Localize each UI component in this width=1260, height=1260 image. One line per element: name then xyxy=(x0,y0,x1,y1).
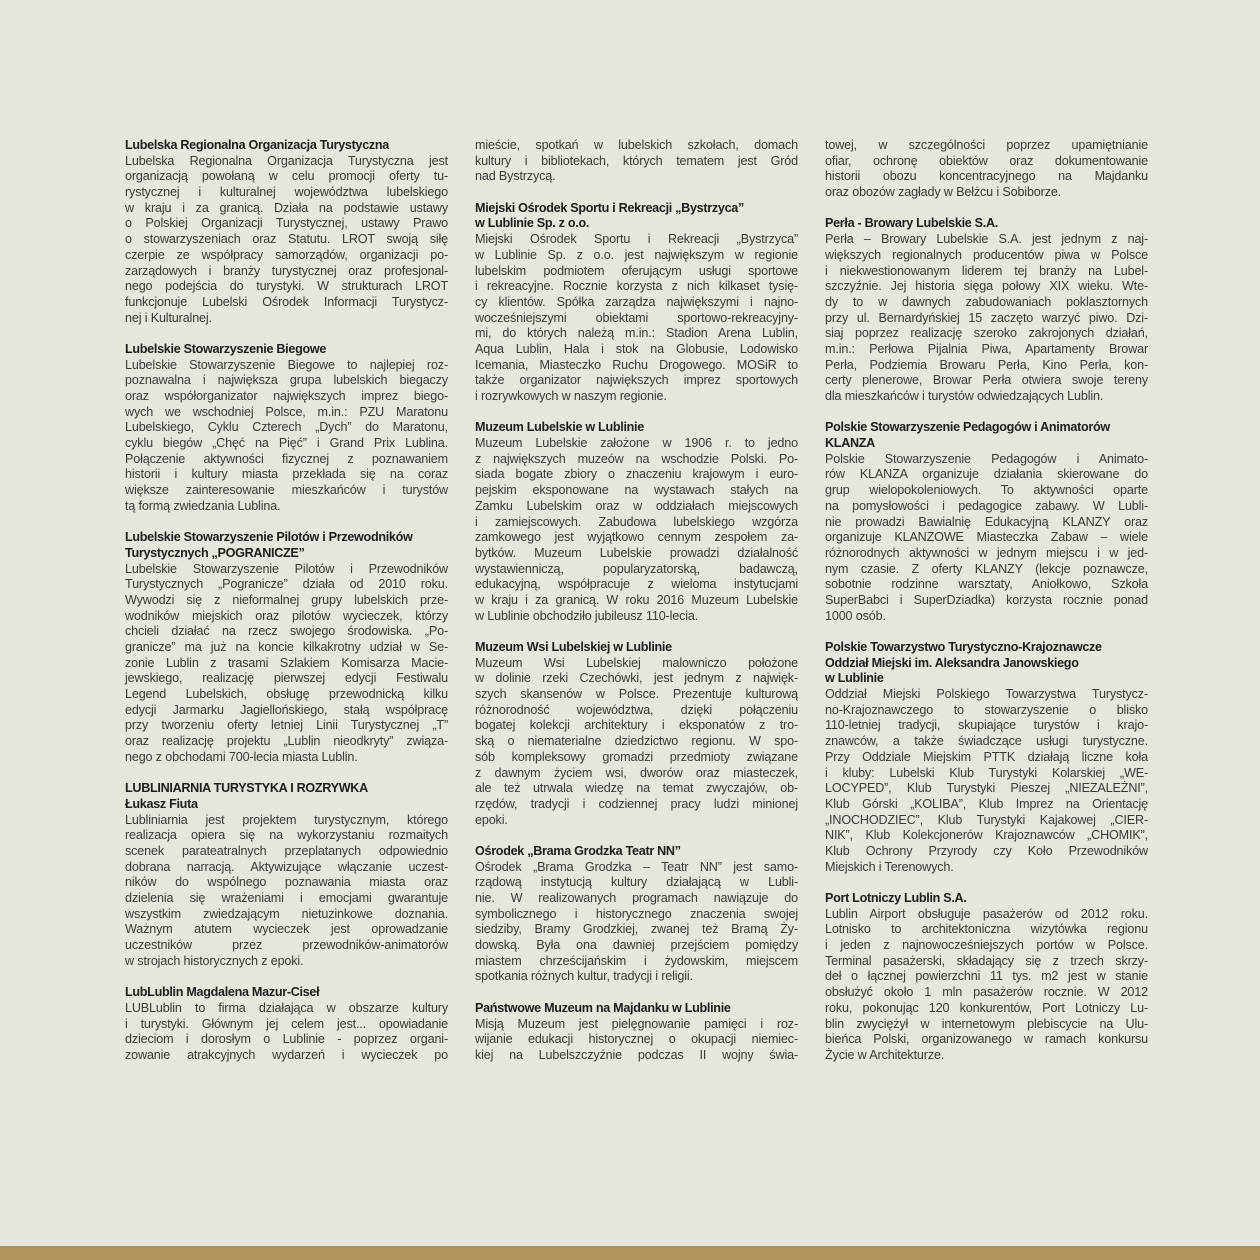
article-section xyxy=(125,342,448,515)
body-text-line: Klub Ochrony Przyrody czy Koło Przewodników xyxy=(825,843,1148,858)
body-text-line: mieście, spotkań w lubelskich szkołach, domach xyxy=(475,138,798,152)
body-text-line: o Polskiej Organizacji Turystycznej, ustawy Prawo xyxy=(125,216,448,231)
text-column-1 xyxy=(125,138,448,1079)
body-text-line: i zamiejscowych. Zabudowa lubelskiego wzgórza xyxy=(475,514,798,529)
body-text-line: dzieciom i dorosłym o Lublinie - poprzez organi- xyxy=(125,1032,448,1047)
body-text-line: Lubelskiego, Cyklu Czterech „Dych” do Maratonu, xyxy=(125,420,448,435)
article-section xyxy=(475,844,798,985)
body-text-line: Zamku Lubelskim oraz w oddziałach miejscowych xyxy=(475,498,798,513)
section-heading: Turystycznych „POGRANICZE” xyxy=(125,545,305,560)
body-text-line: oraz współorganizator największych imprez biego- xyxy=(125,389,448,403)
body-text-line: siedziby, Bramy Grodzkiej, zwanej też Bramą Ży- xyxy=(475,922,798,937)
body-text-line: zamkowego jest wyjątkowo cennym zespołem za- xyxy=(475,530,798,545)
body-text-line: w Lublinie obchodziło jubileusz 110-lecia. xyxy=(475,608,699,623)
body-text-line: Perła, Podziemia Browaru Perła, Kino Perła, kon- xyxy=(825,357,1148,372)
section-heading: Port Lotniczy Lublin S.A. xyxy=(825,891,967,905)
body-text-line: z dawnym życiem wsi, dworów oraz miasteczek, xyxy=(475,765,798,780)
body-text-line: nego podejścia do turystyki. W strukturach LROT xyxy=(125,279,448,294)
body-text-line: uczestników przez przewodników-animatorów xyxy=(125,938,448,953)
body-text-line: NIK”, Klub Kolekcjonerów Krajoznawców „CHOMIK”, xyxy=(825,828,1148,843)
article-section xyxy=(475,1001,798,1064)
body-text-line: funkcjonuje Lubelski Ośrodek Informacji Turystycz- xyxy=(125,294,448,309)
body-text-line: większych regionalnych producentów piwa w Polsce xyxy=(825,247,1148,262)
section-heading: Łukasz Fiuta xyxy=(125,796,198,811)
section-heading: Miejski Ośrodek Sportu i Rekreacji „Bystrzyca” xyxy=(475,200,744,215)
body-text-line: cyklu biegów „Chęć na Pięć” i Grand Prix Lublina. xyxy=(125,436,448,451)
body-text-line: „INOCHODZIEC”, Klub Turystyki Kajakowej „CIER- xyxy=(825,812,1148,827)
section-heading: Polskie Stowarzyszenie Pedagogów i Animatorów xyxy=(825,420,1110,435)
body-text-line: Legend Lubelskich, obsługę przewodnicką kilku xyxy=(125,687,448,702)
body-text-line: Połączenie aktywności fizycznej z poznawaniem xyxy=(125,451,448,466)
body-text-line: Perła – Browary Lubelskie S.A. jest jednym z naj- xyxy=(825,232,1148,247)
body-text-line: ską o niematerialne dziedzictwo regionu. W spo- xyxy=(475,734,798,749)
text-column-2 xyxy=(475,138,798,1079)
body-text-line: znawców, a także świadczące usługi turystyczne. xyxy=(825,734,1148,749)
body-text-line: Życie w Architekturze. xyxy=(825,1047,945,1062)
body-text-line: LUBLublin to firma działająca w obszarze kultury xyxy=(125,1000,448,1015)
body-text-line: Oddział Miejski Polskiego Towarzystwa Turystycz- xyxy=(825,687,1148,702)
body-text-line: w kraju i za granicą. W roku 2016 Muzeum Lubelskie xyxy=(475,592,798,607)
body-text-line: grup wielopokoleniowych. To aktywności oparte xyxy=(825,483,1148,498)
body-text-line: lubelskim podmiotem oferującym usługi sportowe xyxy=(475,263,798,278)
article-section xyxy=(475,201,798,405)
body-text-line: Ośrodek „Brama Grodzka – Teatr NN” jest samo- xyxy=(475,859,798,874)
article-section xyxy=(475,420,798,624)
body-text-line: organizuje KLANZOWE Miasteczka Zabaw – wiele xyxy=(825,530,1148,545)
body-text-line: Muzeum Lubelskie założone w 1906 r. to jedno xyxy=(475,436,798,451)
section-heading: KLANZA xyxy=(825,436,875,451)
body-text-line: pejskim eksponowane na wystawach stałych na xyxy=(475,483,798,498)
body-text-line: i jeden z najnowocześniejszych portów w Polsce. xyxy=(825,938,1148,953)
body-text-line: nie prowadzi Bawialnię Edukacyjną KLANZY oraz xyxy=(825,514,1148,529)
article-section xyxy=(825,891,1148,1064)
body-text-line: SuperBabci i SuperDziadka) korzysta rocznie ponad xyxy=(825,592,1148,607)
body-text-line: bogatej kolekcji architektury i eksponatów z tro- xyxy=(475,718,798,733)
body-text-line: towej, w szczególności poprzez upamiętnianie xyxy=(825,138,1148,152)
body-text-line: m.in.: Perłowa Pijalnia Piwa, Apartamenty Browar xyxy=(825,341,1148,356)
article-section xyxy=(825,640,1148,875)
article-section xyxy=(125,781,448,969)
body-text-line: wych we wschodniej Polsce, m.in.: PZU Maratonu xyxy=(125,404,448,419)
body-text-line: rzędów, tradycji i codziennej pracy ludzi minionej xyxy=(475,796,798,811)
body-text-line: szczyźnie. Jej historia sięga połowy XIX wieku. Wte- xyxy=(825,279,1148,294)
body-text-line: także organizator największych imprez sportowych xyxy=(475,373,798,388)
section-heading: Lubelskie Stowarzyszenie Biegowe xyxy=(125,341,327,356)
body-text-line: obsłużyć około 1 mln pasażerów rocznie. W 2012 xyxy=(825,985,1148,1000)
body-text-line: poznawalna i największa grupa lubelskich biegaczy xyxy=(125,373,448,388)
body-text-line: historii obozu koncentracyjnego na Majdanku xyxy=(825,169,1148,184)
article-section xyxy=(825,216,1148,404)
section-heading: w Lublinie Sp. z o.o. xyxy=(475,216,590,231)
body-text-line: z największych muzeów na wschodzie Polski. Po- xyxy=(475,451,798,466)
body-text-line: dy to w dawnych zabudowaniach poklasztornych xyxy=(825,294,1148,309)
body-text-line: ale też utrwala wiedzę na temat zwyczajów, ob- xyxy=(475,781,798,796)
body-text-line: i turystyki. Głównym jej celem jest... opowiadanie xyxy=(125,1016,448,1031)
body-text-line: i kluby: Lubelski Klub Turystyki Kolarskiej „WE- xyxy=(825,765,1148,780)
body-text-line: nego z obchodami 700-lecia miasta Lublin. xyxy=(125,749,358,764)
section-heading: Oddział Miejski im. Aleksandra Janowskiego xyxy=(825,655,1079,670)
body-text-line: Ważnym atutem wycieczek jest oprowadzanie xyxy=(125,922,448,937)
section-heading: Ośrodek „Brama Grodzka Teatr NN” xyxy=(475,843,681,858)
body-text-line: szych skansenów w Polsce. Prezentuje kulturową xyxy=(475,687,798,702)
body-text-line: granicze” ma już na koncie kilkakrotny udział w Se- xyxy=(125,640,448,654)
body-text-line: w Lublinie Sp. z o.o. jest największym w regionie xyxy=(475,247,798,262)
body-text-line: i rekreacyjne. Rocznie korzysta z nich kilkaset tysię- xyxy=(475,279,798,294)
body-text-line: historii i kultury miasta przekłada się na coraz xyxy=(125,467,448,482)
article-section xyxy=(825,138,1148,201)
section-heading: LubLublin Magdalena Mazur-Ciseł xyxy=(125,985,320,1000)
body-text-line: oraz realizację projektu „Lublin nieodkryty” związa- xyxy=(125,734,448,749)
body-text-line: Terminal pasażerski, składający się z trzech skrzy- xyxy=(825,953,1148,968)
body-text-line: zarządowych i branży turystycznej oraz profesjonal- xyxy=(125,263,448,278)
body-text-line: 110-letniej tradycji, skupiające turystów i krajo- xyxy=(825,718,1148,733)
body-text-line: wijanie edukacji historycznej o okupacji niemiec- xyxy=(475,1032,798,1047)
body-text-line: w dolinie rzeki Czechówki, jest jednym z najwięk- xyxy=(475,671,798,686)
body-text-line: Lublin Airport obsługuje pasażerów od 2012 roku. xyxy=(825,906,1148,921)
body-text-line: Lubelska Regionalna Organizacja Turystyczna jest xyxy=(125,153,448,168)
body-text-line: różnorodnych aktywności w jednym miejscu i w jed- xyxy=(825,545,1148,560)
body-text-line: ników do wspólnego poznawania miasta oraz xyxy=(125,875,448,890)
body-text-line: realizacja opiera się na wykorzystaniu rozmaitych xyxy=(125,828,448,843)
body-text-line: kultury i bibliotekach, których tematem jest Gród xyxy=(475,153,798,168)
body-text-line: różnorodność województwa, dzięki połączeniu xyxy=(475,702,798,717)
section-heading: Muzeum Wsi Lubelskiej w Lublinie xyxy=(475,640,672,654)
body-text-line: kiej na Lubelszczyźnie podczas II wojny świa- xyxy=(475,1047,798,1062)
body-text-line: oraz obozów zagłady w Bełżcu i Sobiborze. xyxy=(825,185,1062,200)
body-text-line: spotkania różnych kultur, tradycji i religii. xyxy=(475,969,693,984)
body-text-line: wszystkim zwiedzającym nietuzinkowe doznania. xyxy=(125,906,448,921)
body-text-line: Klub Górski „KOLIBA”, Klub Imprez na Orientację xyxy=(825,796,1148,811)
body-text-line: dla mieszkańców i turystów odwiedzających Lublin. xyxy=(825,389,1104,403)
body-text-line: bytków. Muzeum Lubelskie prowadzi działalność xyxy=(475,545,798,560)
body-text-line: wystawienniczą, popularyzatorską, badawczą, xyxy=(475,561,798,576)
body-text-line: w kraju i za granicą. Działa na podstawie ustawy xyxy=(125,200,448,215)
body-text-line: edukacyjną, współpracuje z wieloma instytucjami xyxy=(475,577,798,592)
body-text-line: o stowarzyszeniach oraz Statutu. LROT swoją siłę xyxy=(125,232,448,247)
body-text-line: certy plenerowe, Browar Perła otwiera swoje tereny xyxy=(825,373,1148,388)
body-text-line: rów KLANZA organizuje działania skierowane do xyxy=(825,467,1148,482)
body-text-line: jewskiego, realizację pierwszej edycji Festiwalu xyxy=(125,671,448,686)
body-text-line: przy tworzeniu oferty letniej Linii Turystycznej „T” xyxy=(125,718,448,733)
article-section xyxy=(475,138,798,185)
section-heading: Muzeum Lubelskie w Lublinie xyxy=(475,420,644,435)
body-text-line: Icemania, Miasteczko Ruchu Drogowego. MOSiR to xyxy=(475,357,798,372)
body-text-line: rządową instytucją kultury działającą w Lubli- xyxy=(475,875,798,890)
body-text-line: Misją Muzeum jest pielęgnowanie pamięci i roz- xyxy=(475,1016,798,1031)
body-text-line: nad Bystrzycą. xyxy=(475,169,556,184)
body-text-line: epoki. xyxy=(475,812,508,827)
body-text-line: w strojach historycznych z epoki. xyxy=(125,953,304,968)
body-text-line: deł o łącznej powierzchni 11 tys. m2 jest w stanie xyxy=(825,969,1148,984)
body-text-line: Lotnisko to architektoniczna wizytówka regionu xyxy=(825,922,1148,937)
body-text-line: tą formą zwiedzania Lublina. xyxy=(125,498,281,513)
body-text-line: Wywodzi się z nieformalnej grupy lubelskich prze- xyxy=(125,592,448,607)
body-text-line: sób kompleksowy gromadzi przedmioty związane xyxy=(475,749,798,764)
body-text-line: na pomysłowości i pedagogice zabawy. W Lubli- xyxy=(825,498,1148,513)
body-text-line: no-Krajoznawczego to stowarzyszenie o blisko xyxy=(825,702,1148,717)
body-text-line: cy klientów. Spółka zarządza największymi i najno- xyxy=(475,294,798,309)
body-text-line: Miejskich i Terenowych. xyxy=(825,859,954,874)
article-section xyxy=(825,420,1148,624)
section-heading: Państwowe Muzeum na Majdanku w Lublinie xyxy=(475,1000,731,1015)
body-text-line: zonie Lublin z trasami Szlakiem Komisarza Macie- xyxy=(125,655,448,670)
body-text-line: chcieli działać na rzecz swojego środowiska. „Po- xyxy=(125,624,448,639)
body-text-line: Aqua Lublin, Hala i stok na Globusie, Lodowisko xyxy=(475,341,798,356)
body-text-line: Muzeum Wsi Lubelskiej malowniczo położone xyxy=(475,655,798,670)
body-text-line: organizacją powołaną w celu promocji oferty tu- xyxy=(125,169,448,184)
body-text-line: Lubelskie Stowarzyszenie Biegowe to najlepiej roz- xyxy=(125,357,448,372)
section-heading: LUBLINIARNIA TURYSTYKA I ROZRYWKA xyxy=(125,781,368,796)
body-text-line: Polskie Stowarzyszenie Pedagogów i Animato- xyxy=(825,451,1148,466)
body-text-line: nie. W realizowanych programach nawiązuje do xyxy=(475,891,798,905)
body-text-line: bieńca Polski, organizowanego w ramach konkursu xyxy=(825,1032,1148,1047)
body-text-line: roku, pokonując 120 konkurentów, Port Lotniczy Lu- xyxy=(825,1000,1148,1015)
body-text-line: dzielenia się wrażeniami i emocjami gwarantuje xyxy=(125,891,448,905)
article-section xyxy=(125,530,448,765)
body-text-line: wodników miejskich oraz pilotów wycieczek, którzy xyxy=(125,608,448,623)
body-text-line: dobrana narracją. Aktywizujące włączanie uczest- xyxy=(125,859,448,874)
section-heading: w Lublinie xyxy=(825,671,884,686)
article-section xyxy=(475,640,798,828)
body-text-line: zowanie atrakcyjnych wydarzeń i wycieczek po xyxy=(125,1047,448,1062)
body-text-line: przy ul. Bernardyńskiej 15 zaczęto warzyć piwo. Dzi- xyxy=(825,310,1148,325)
body-text-line: LOCYPED”, Klub Turystyki Pieszej „NIEZALEŻNI”, xyxy=(825,781,1148,796)
body-text-line: sobotnie rodzinne warsztaty, Aniołkowo, Szkoła xyxy=(825,577,1148,592)
text-column-3 xyxy=(825,138,1148,1079)
body-text-line: siada bogate zbiory o znaczeniu krajowym i euro- xyxy=(475,467,798,482)
section-heading: Lubelska Regionalna Organizacja Turystyczna xyxy=(125,138,390,152)
article-section xyxy=(125,985,448,1063)
body-text-line: czerpie ze współpracy samorządów, organizacji po- xyxy=(125,247,448,262)
body-text-line: Lubliniarnia jest projektem turystycznym, którego xyxy=(125,812,448,827)
body-text-line: scenek parateatralnych przeplatanych odpowiednio xyxy=(125,843,448,858)
body-text-line: Miejski Ośrodek Sportu i Rekreacji „Bystrzyca” xyxy=(475,232,798,247)
body-text-line: ofiar, ochronę obiektów oraz dokumentowanie xyxy=(825,153,1148,168)
section-heading: Perła - Browary Lubelskie S.A. xyxy=(825,216,998,231)
body-text-line: Turystycznych „Pogranicze” działa od 2010 roku. xyxy=(125,577,448,592)
body-text-line: 1000 osób. xyxy=(825,608,886,623)
body-text-line: edycji Jarmarku Jagiellońskiego, stałą współpracę xyxy=(125,702,448,717)
body-text-line: Lubelskie Stowarzyszenie Pilotów i Przewodników xyxy=(125,561,448,576)
section-heading: Lubelskie Stowarzyszenie Pilotów i Przewodników xyxy=(125,530,413,545)
body-text-line: i niekwestionowanym liderem tej branży na Lubel- xyxy=(825,263,1148,278)
body-text-line: Przy Oddziale Miejskim PTTK działają liczne koła xyxy=(825,749,1148,764)
body-text-line: miastem chrześcijańskim i żydowskim, miejscem xyxy=(475,953,798,968)
body-text-line: dowską. Była ona dawniej przejściem pomiędzy xyxy=(475,938,798,953)
footer-accent-bar xyxy=(0,1246,1260,1260)
body-text-line: symbolicznego i historycznego znaczenia swojej xyxy=(475,906,798,921)
body-text-line: nej i Kulturalnej. xyxy=(125,310,212,325)
body-text-line: siaj poprzez realizację szeroko zakrojonych działań, xyxy=(825,326,1148,341)
body-text-line: i rozrywkowych w naszym regionie. xyxy=(475,389,667,403)
body-text-line: rystycznej i kulturalnej województwa lubelskiego xyxy=(125,185,448,200)
body-text-line: blin zwyciężył w internetowym plebiscycie na Ulu- xyxy=(825,1016,1148,1031)
article-section xyxy=(125,138,448,326)
body-text-line: wocześniejszymi obiektami sportowo-rekreacyjny- xyxy=(475,310,798,325)
section-heading: Polskie Towarzystwo Turystyczno-Krajoznawcze xyxy=(825,640,1102,654)
body-text-line: większe zainteresowanie mieszkańców i turystów xyxy=(125,483,448,498)
body-text-line: nym czasie. Z oferty KLANZY (lekcje poznawcze, xyxy=(825,561,1148,576)
body-text-line: mi, do których należą m.in.: Stadion Arena Lublin, xyxy=(475,326,798,341)
